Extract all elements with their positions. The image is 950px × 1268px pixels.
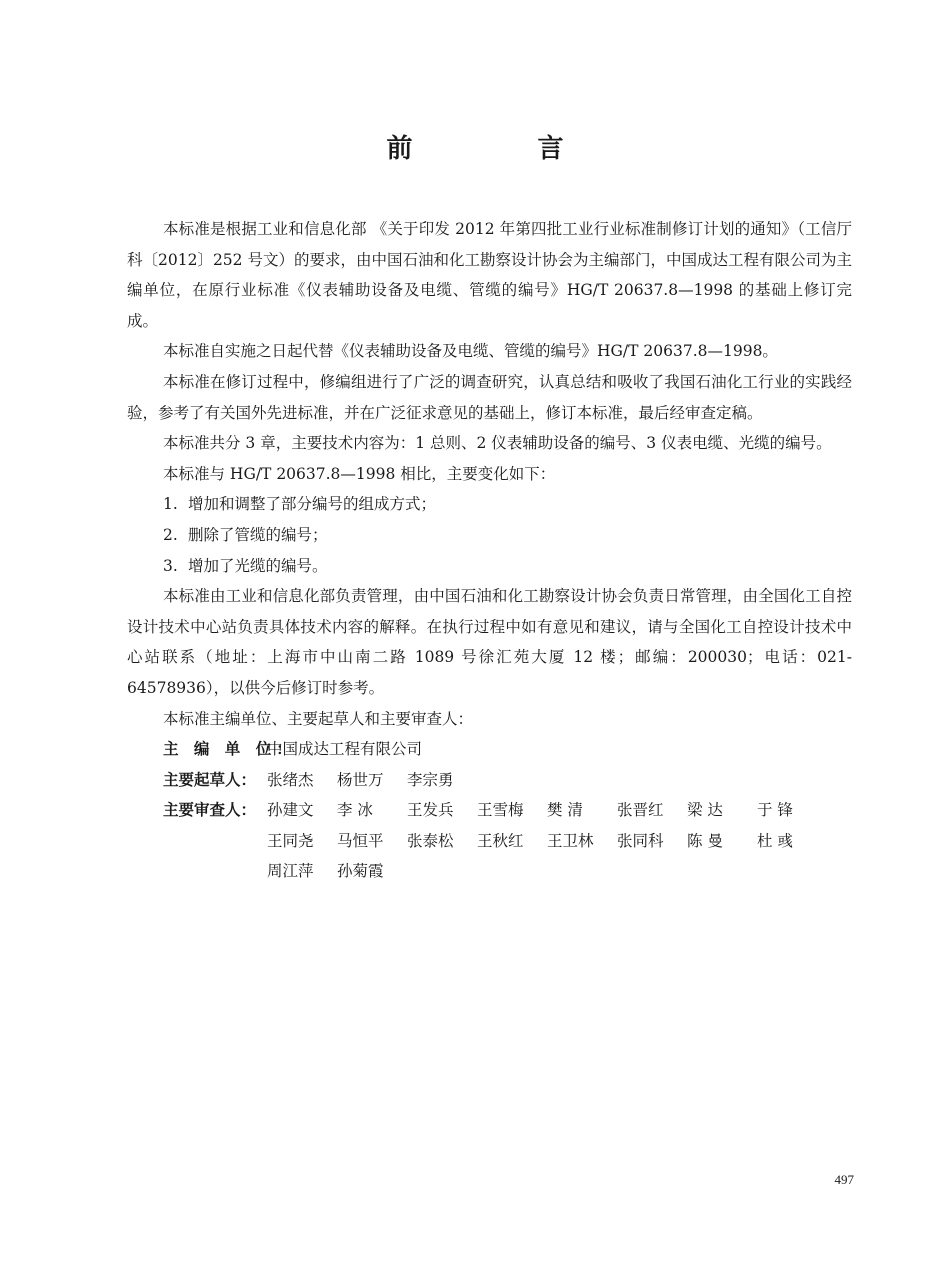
person-name: 王雪梅	[477, 801, 524, 820]
person-name: 于 锋	[757, 801, 793, 820]
change-item-number: 1.	[163, 495, 178, 514]
change-item-text: 删除了管缆的编号；	[188, 525, 328, 544]
person-name: 张晋红	[617, 801, 664, 820]
change-item-text: 增加了光缆的编号。	[188, 556, 328, 575]
person-name: 王发兵	[407, 801, 454, 820]
paragraph-changes-intro: 本标准与 HG/T 20637.8—1998 相比，主要变化如下：	[163, 464, 556, 483]
person-name: 孙建文	[267, 801, 314, 820]
preface-body	[127, 214, 852, 887]
paragraph-revision-process: 本标准在修订过程中，修编组进行了广泛的调查研究，认真总结和吸收了我国石油化工行业的实践经验，参考了有关国外先进标准，并在广泛征求意见的基础上，修订本标准，最后经审查定稿。	[127, 372, 852, 422]
person-name: 马恒平	[337, 831, 384, 850]
credit-drafters	[127, 765, 852, 796]
credit-label: 主要审查人：	[163, 800, 257, 820]
person-name: 孙菊霞	[337, 862, 384, 881]
person-name: 周江萍	[267, 862, 314, 881]
person-name: 王同尧	[267, 831, 314, 850]
page-title: 前 言	[386, 134, 622, 164]
change-item-number: 2.	[163, 525, 178, 544]
person-name: 李宗勇	[407, 770, 454, 789]
paragraph-contents: 本标准共分 3 章，主要技术内容为：1 总则、2 仪表辅助设备的编号、3 仪表电缆、光缆的编号。	[163, 434, 832, 453]
credit-label: 主 编 单 位：	[163, 739, 297, 759]
credit-value: 中国成达工程有限公司	[267, 740, 423, 759]
paragraph-management: 本标准由工业和信息化部负责管理，由中国石油和化工勘察设计协会负责日常管理，由全国化工自控设计技术中心站负责具体技术内容的解释。在执行过程中如有意见和建议，请与全国化工自控设计技术中心站联系（地址：上海市中山南二路 1089 号徐汇苑大厦 12 楼；邮编：200030；电话：021-64578936），以供今后修订时参考。	[127, 587, 852, 697]
person-name: 王秋红	[477, 831, 524, 850]
reviewer-names	[267, 795, 852, 887]
person-name: 陈 曼	[687, 831, 723, 850]
person-name: 杨世万	[337, 770, 384, 789]
change-item-text: 增加和调整了部分编号的组成方式；	[188, 495, 437, 514]
person-name: 樊 清	[547, 801, 583, 820]
person-name: 李 冰	[337, 801, 373, 820]
drafter-names	[267, 765, 852, 796]
person-name: 梁 达	[687, 801, 723, 820]
credit-editor-unit	[127, 734, 852, 765]
change-item	[127, 520, 852, 551]
person-name: 王卫林	[547, 831, 594, 850]
paragraph-credits-intro: 本标准主编单位、主要起草人和主要审查人：	[163, 709, 474, 728]
change-item	[127, 551, 852, 582]
person-name: 杜 彧	[757, 831, 793, 850]
credit-reviewers	[127, 795, 852, 887]
credit-label: 主要起草人：	[163, 769, 257, 789]
person-name: 张绪杰	[267, 770, 314, 789]
change-item	[127, 489, 852, 520]
change-item-number: 3.	[163, 556, 178, 575]
paragraph-replacement: 本标准自实施之日起代替《仪表辅助设备及电缆、管缆的编号》HG/T 20637.8—1998。	[163, 342, 778, 361]
person-name: 张泰松	[407, 831, 454, 850]
page-number: 497	[834, 1172, 854, 1187]
paragraph-basis: 本标准是根据工业和信息化部 《关于印发 2012 年第四批工业行业标准制修订计划的通知》（工信厅科〔2012〕252 号文）的要求，由中国石油和化工勘察设计协会为主编部门，中国成达工程有限公司为主编单位，在原行业标准《仪表辅助设备及电缆、管缆的编号》HG/T 20637.8—1998 的基础上修订完成。	[127, 220, 852, 330]
person-name: 张同科	[617, 831, 664, 850]
